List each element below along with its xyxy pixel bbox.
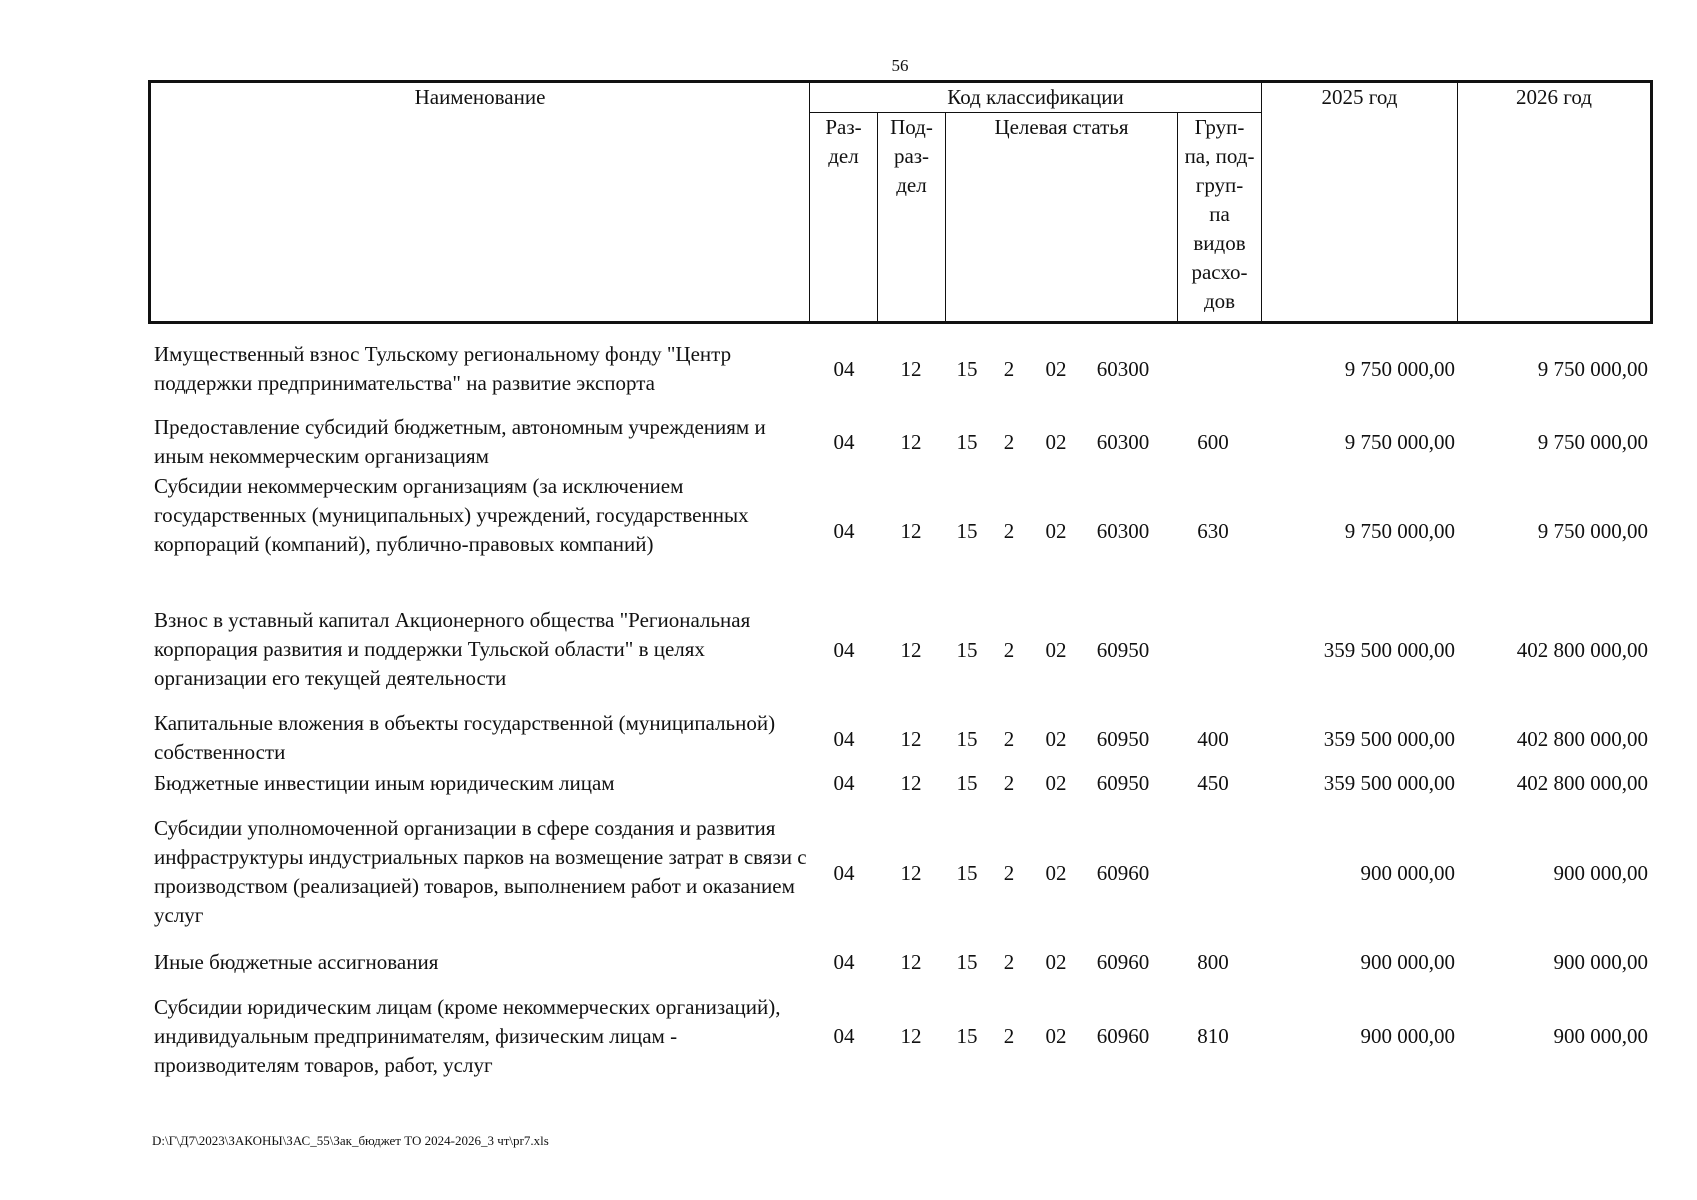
table-row — [148, 948, 1650, 978]
row-razdel: 04 — [833, 727, 855, 751]
row-amount-2026: 402 800 000,00 — [1516, 727, 1648, 751]
row-target-subprogram: 02 — [1045, 771, 1067, 795]
header-year-2025 — [1262, 82, 1458, 323]
row-target-type: 2 — [1003, 357, 1015, 381]
header-expense-group: Груп- па, под- груп- па видов расхо- дов — [1178, 113, 1262, 323]
row-razdel: 04 — [833, 950, 855, 974]
table-row — [148, 413, 1650, 473]
row-target-program: 15 — [956, 638, 978, 662]
row-name: Субсидии некоммерческим организациям (за исключением государственных (муниципальных) учреждений, государственных корпораций (компаний), публично-правовых компаний) — [154, 474, 749, 556]
table-header — [148, 80, 1653, 324]
row-amount-2026: 9 750 000,00 — [1537, 357, 1648, 381]
header-name — [150, 82, 810, 323]
row-target-subprogram: 02 — [1045, 950, 1067, 974]
table-row — [148, 472, 1650, 590]
row-target-program: 15 — [956, 950, 978, 974]
row-target-subprogram: 02 — [1045, 1024, 1067, 1048]
row-razdel: 04 — [833, 861, 855, 885]
header-year-2026 — [1458, 82, 1652, 323]
row-razdel: 04 — [833, 1024, 855, 1048]
row-target-type: 2 — [1003, 519, 1015, 543]
row-name: Иные бюджетные ассигнования — [154, 950, 439, 974]
row-target-type: 2 — [1003, 950, 1015, 974]
row-target-program: 15 — [956, 771, 978, 795]
header-podrazdel: Под- раз- дел — [878, 113, 946, 323]
header-year-2025-label: 2025 год — [1321, 85, 1398, 109]
table-row — [148, 606, 1650, 694]
row-podrazdel: 12 — [900, 1024, 922, 1048]
row-podrazdel: 12 — [900, 519, 922, 543]
row-amount-2026: 9 750 000,00 — [1537, 430, 1648, 454]
row-amount-2026: 402 800 000,00 — [1516, 771, 1648, 795]
row-podrazdel: 12 — [900, 430, 922, 454]
row-amount-2025: 9 750 000,00 — [1344, 430, 1455, 454]
row-podrazdel: 12 — [900, 771, 922, 795]
row-amount-2025: 900 000,00 — [1360, 861, 1455, 885]
row-name: Бюджетные инвестиции иным юридическим лицам — [154, 771, 615, 795]
row-target-type: 2 — [1003, 861, 1015, 885]
row-target-subprogram: 02 — [1045, 519, 1067, 543]
row-amount-2025: 359 500 000,00 — [1323, 771, 1455, 795]
row-expense-group: 630 — [1197, 519, 1229, 543]
row-target-subprogram: 02 — [1045, 430, 1067, 454]
row-podrazdel: 12 — [900, 638, 922, 662]
row-amount-2025: 900 000,00 — [1360, 1024, 1455, 1048]
row-target-type: 2 — [1003, 638, 1015, 662]
row-razdel: 04 — [833, 357, 855, 381]
row-target-type: 2 — [1003, 771, 1015, 795]
row-amount-2025: 9 750 000,00 — [1344, 519, 1455, 543]
row-target-direction: 60950 — [1096, 638, 1150, 662]
header-name-label: Наименование — [414, 85, 546, 109]
row-amount-2026: 402 800 000,00 — [1516, 638, 1648, 662]
row-name: Капитальные вложения в объекты государственной (муниципальной) собственности — [154, 711, 776, 764]
page-number: 56 — [891, 56, 909, 75]
row-podrazdel: 12 — [900, 357, 922, 381]
footer-file-path: D:\Г\Д7\2023\ЗАКОНЫ\ЗАС_55\Зак_бюджет ТО 2024-2026_3 чт\pr7.xls — [152, 1133, 549, 1148]
row-name: Предоставление субсидий бюджетным, автономным учреждениям и иным некоммерческим организациям — [154, 415, 766, 468]
row-razdel: 04 — [833, 771, 855, 795]
header-target-article: Целевая статья — [946, 113, 1178, 323]
row-target-program: 15 — [956, 430, 978, 454]
row-target-direction: 60960 — [1096, 861, 1150, 885]
row-target-program: 15 — [956, 519, 978, 543]
row-podrazdel: 12 — [900, 861, 922, 885]
table-row — [148, 340, 1650, 400]
header-code-group-label: Код классификации — [947, 85, 1124, 109]
row-razdel: 04 — [833, 519, 855, 543]
row-amount-2026: 900 000,00 — [1553, 950, 1648, 974]
row-razdel: 04 — [833, 430, 855, 454]
row-amount-2025: 359 500 000,00 — [1323, 727, 1455, 751]
header-year-2026-label: 2026 год — [1516, 85, 1592, 109]
row-target-program: 15 — [956, 861, 978, 885]
row-amount-2026: 900 000,00 — [1553, 1024, 1648, 1048]
row-expense-group: 600 — [1197, 430, 1229, 454]
row-target-program: 15 — [956, 357, 978, 381]
row-amount-2026: 9 750 000,00 — [1537, 519, 1648, 543]
row-expense-group: 400 — [1197, 727, 1229, 751]
row-target-direction: 60300 — [1096, 519, 1150, 543]
row-amount-2026: 900 000,00 — [1553, 861, 1648, 885]
row-target-subprogram: 02 — [1045, 727, 1067, 751]
row-expense-group: 800 — [1197, 950, 1229, 974]
table-row — [148, 769, 1650, 799]
row-target-direction: 60950 — [1096, 727, 1150, 751]
row-target-direction: 60300 — [1096, 430, 1150, 454]
row-name: Субсидии уполномоченной организации в сфере создания и развития инфраструктуры индустриальных парков на возмещение затрат в связи с производством (реализацией) товаров, выполнением работ и оказанием услуг — [154, 816, 807, 927]
table-row — [148, 993, 1650, 1083]
header-code-group — [810, 82, 1262, 113]
row-name: Взнос в уставный капитал Акционерного общества "Региональная корпорация развития и поддержки Тульской области" в целях организации его текущей деятельности — [154, 608, 751, 690]
row-expense-group: 450 — [1197, 771, 1229, 795]
row-target-program: 15 — [956, 1024, 978, 1048]
row-target-subprogram: 02 — [1045, 357, 1067, 381]
row-amount-2025: 9 750 000,00 — [1344, 357, 1455, 381]
row-target-direction: 60960 — [1096, 1024, 1150, 1048]
row-target-program: 15 — [956, 727, 978, 751]
row-amount-2025: 359 500 000,00 — [1323, 638, 1455, 662]
row-podrazdel: 12 — [900, 950, 922, 974]
row-target-type: 2 — [1003, 727, 1015, 751]
row-expense-group: 810 — [1197, 1024, 1229, 1048]
row-target-subprogram: 02 — [1045, 861, 1067, 885]
row-target-subprogram: 02 — [1045, 638, 1067, 662]
table-row — [148, 814, 1650, 962]
row-target-type: 2 — [1003, 1024, 1015, 1048]
row-target-direction: 60300 — [1096, 357, 1150, 381]
header-razdel: Раз- дел — [810, 113, 878, 323]
row-target-direction: 60950 — [1096, 771, 1150, 795]
row-target-type: 2 — [1003, 430, 1015, 454]
row-name: Субсидии юридическим лицам (кроме некоммерческих организаций), индивидуальным предпринимателям, физическим лицам - производителям товаров, работ, услуг — [154, 995, 781, 1077]
row-amount-2025: 900 000,00 — [1360, 950, 1455, 974]
row-name: Имущественный взнос Тульскому региональному фонду "Центр поддержки предпринимательства" на развитие экспорта — [154, 342, 732, 395]
row-razdel: 04 — [833, 638, 855, 662]
table-row — [148, 709, 1650, 769]
row-podrazdel: 12 — [900, 727, 922, 751]
row-target-direction: 60960 — [1096, 950, 1150, 974]
